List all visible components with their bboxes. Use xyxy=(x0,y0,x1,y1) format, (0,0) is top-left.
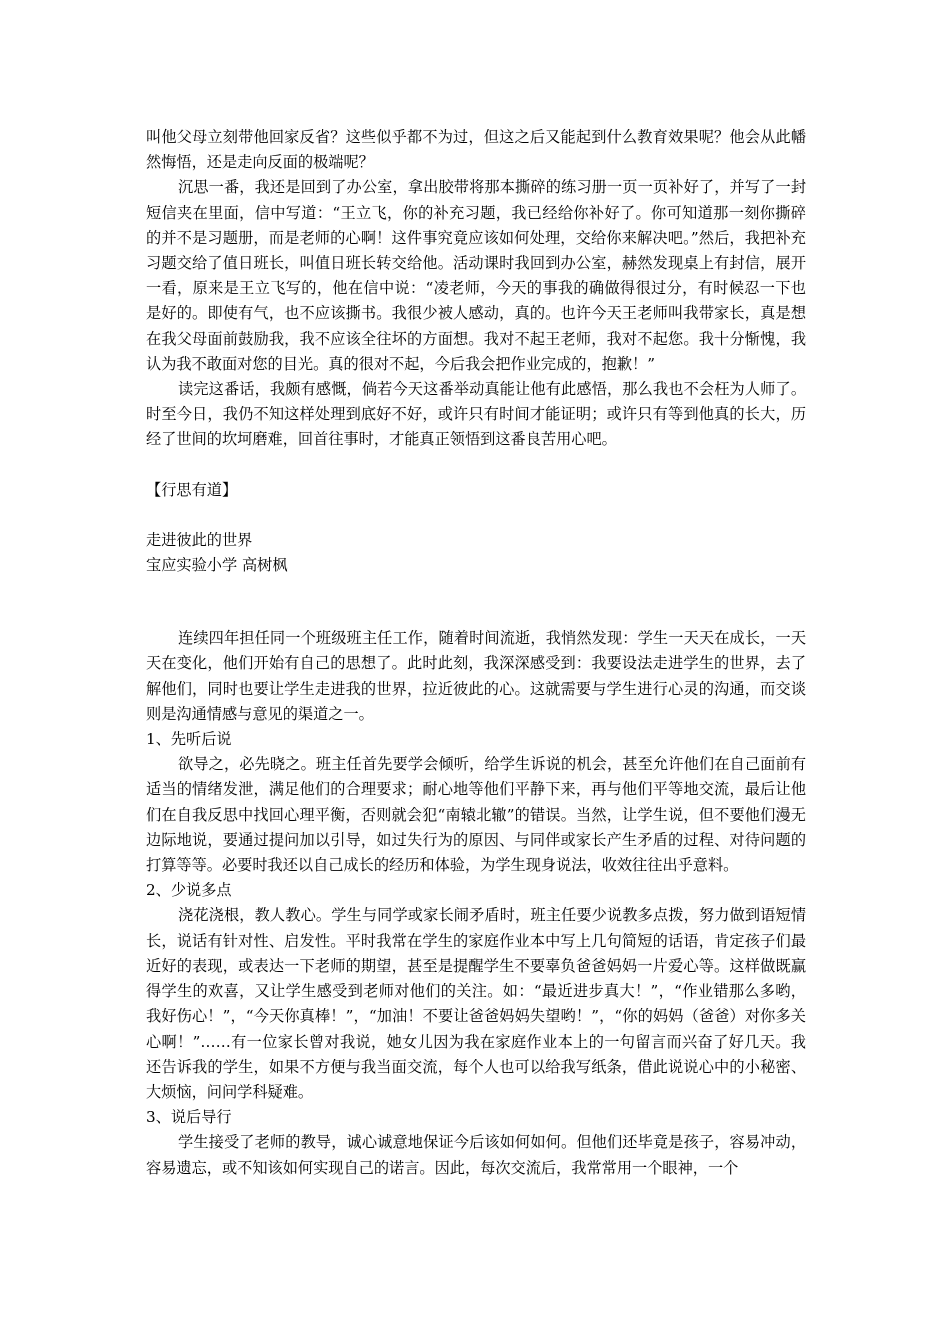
subsection-heading: 2、少说多点 xyxy=(146,881,232,900)
article-title: 走进彼此的世界 xyxy=(146,530,253,549)
subsection-body: 浇花浇根，教人教心。学生与同学或家长闹矛盾时，班主任要少说教多点拨，努力做到语短情长，说话有针对性、启发性。平时我常在学生的家庭作业本中写上几句简短的话语，肯定孩子们最近好的表现，或表达一下老师的期望，甚至是提醒学生不要辜负爸爸妈妈一片爱心等。这样做既赢得学生的欢喜，又让学生感受到老师对他们的关注。如：“最近进步真大！”，“作业错那么多哟，我好伤心！”，“今天你真棒！”，“加油！不要让爸爸妈妈失望哟！”，“你的妈妈（爸爸）对你多关心啊！”……有一位家长曾对我说，她女儿因为我在家庭作业本上的一句留言而兴奋了好几天。我还告诉我的学生，如果不方便与我当面交流，每个人也可以给我写纸条，借此说说心中的小秘密、大烦恼，问问学科疑难。 xyxy=(146,906,806,1101)
document-page xyxy=(146,125,806,1181)
paragraph: 叫他父母立刻带他回家反省？这些似乎都不为过，但这之后又能起到什么教育效果呢？他会从此幡然悔悟，还是走向反面的极端呢？ xyxy=(146,128,806,172)
subsection-body: 欲导之，必先晓之。班主任首先要学会倾听，给学生诉说的机会，甚至允许他们在自己面前有适当的情绪发泄，满足他们的合理要求；耐心地等他们平静下来，再与他们平等地交流，最后让他们在自我反思中找回心理平衡，否则就会犯“南辕北辙”的错误。当然，让学生说，但不要他们漫无边际地说，要通过提问加以引导，如过失行为的原因、与同伴或家长产生矛盾的过程、对待问题的打算等等。必要时我还以自己成长的经历和体验，为学生现身说法，收效往往出乎意料。 xyxy=(146,755,806,875)
paragraph: 读完这番话，我颇有感慨，倘若今天这番举动真能让他有此感悟，那么我也不会枉为人师了。时至今日，我仍不知这样处理到底好不好，或许只有时间才能证明；或许只有等到他真的长大，历经了世间的坎坷磨难，回首往事时，才能真正领悟到这番良苦用心吧。 xyxy=(146,380,806,449)
subsection-heading: 1、先听后说 xyxy=(146,730,232,749)
author-line: 宝应实验小学 高树枫 xyxy=(146,556,288,575)
subsection-heading: 3、说后导行 xyxy=(146,1108,232,1127)
intro-paragraph: 连续四年担任同一个班级班主任工作，随着时间流逝，我悄然发现：学生一天天在成长，一天天在变化，他们开始有自己的思想了。此时此刻，我深深感受到：我要设法走进学生的世界，去了解他们，同时也要让学生走进我的世界，拉近彼此的心。这就需要与学生进行心灵的沟通，而交谈则是沟通情感与意见的渠道之一。 xyxy=(146,629,806,723)
section-heading: 【行思有道】 xyxy=(146,480,238,499)
paragraph: 沉思一番，我还是回到了办公室，拿出胶带将那本撕碎的练习册一页一页补好了，并写了一封短信夹在里面，信中写道：“王立飞，你的补充习题，我已经给你补好了。你可知道那一刻你撕碎的并不是习题册，而是老师的心啊！这件事究竟应该如何处理，交给你来解决吧。”然后，我把补充习题交给了值日班长，叫值日班长转交给他。活动课时我回到办公室，赫然发现桌上有封信，展开一看，原来是王立飞写的，他在信中说：“凌老师，今天的事我的确做得很过分，有时候忍一下也是好的。即使有气，也不应该撕书。我很少被人感动，真的。也许今天王老师叫我带家长，真是想在我父母面前鼓励我，我不应该全往坏的方面想。我对不起王老师，我对不起您。我十分惭愧，我认为我不敢面对您的目光。真的很对不起，今后我会把作业完成的，抱歉！” xyxy=(146,178,806,373)
subsection-body: 学生接受了老师的教导，诚心诚意地保证今后该如何如何。但他们还毕竟是孩子，容易冲动，容易遗忘，或不知该如何实现自己的诺言。因此，每次交流后，我常常用一个眼神，一个 xyxy=(146,1133,806,1177)
